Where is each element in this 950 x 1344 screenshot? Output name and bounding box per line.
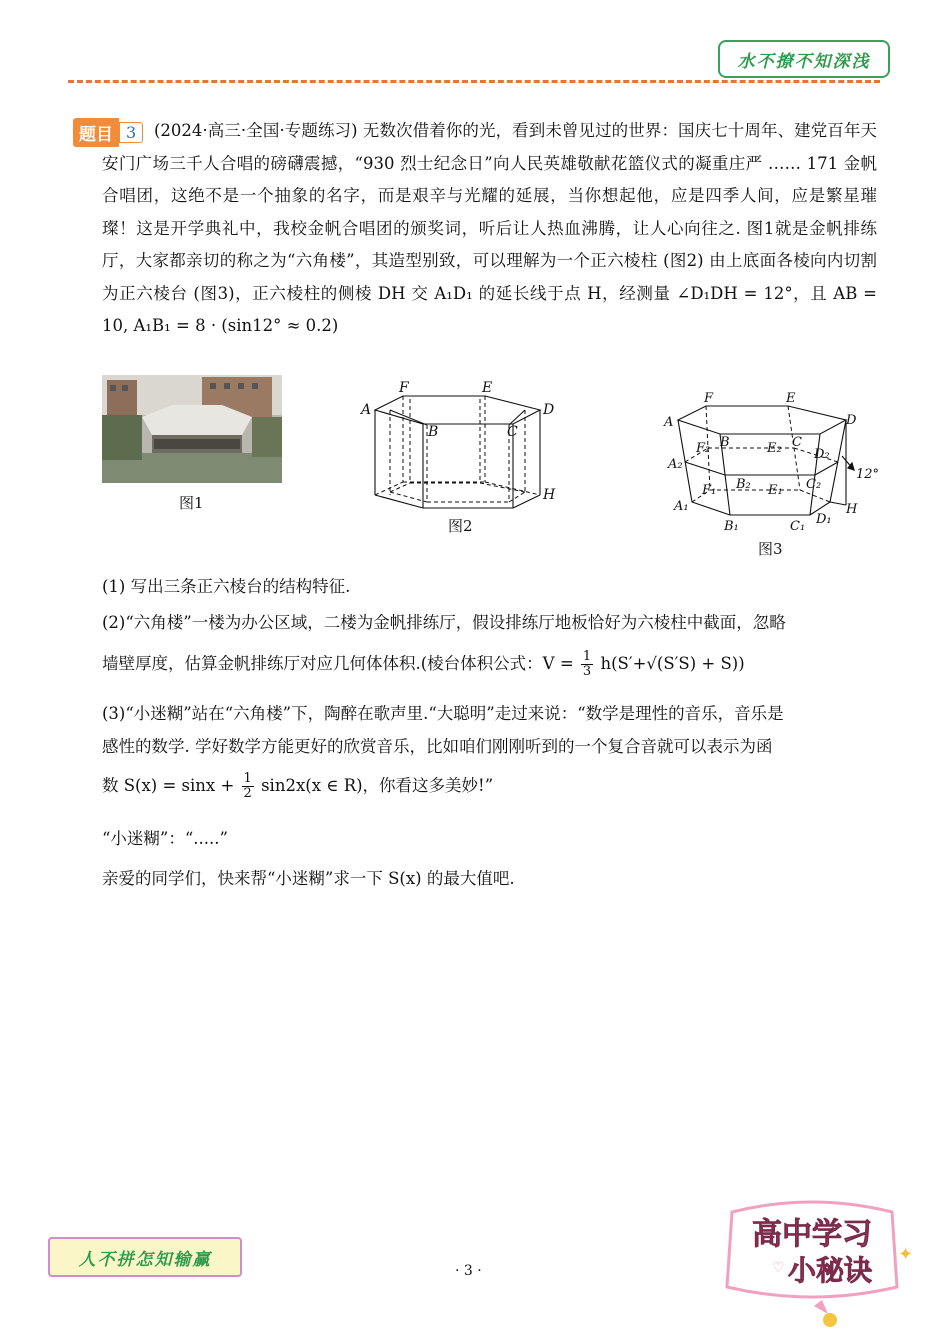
badge-line-1: 高中学习 xyxy=(752,1217,872,1252)
fig2-label-H: H xyxy=(543,487,556,503)
fig2-label-C: C xyxy=(507,424,518,440)
fig3-label-D: D xyxy=(846,413,857,428)
fig3-label-E: E xyxy=(786,391,796,406)
fig3-label-A2: A₂ xyxy=(668,457,683,472)
badge-line-2: 小秘诀 xyxy=(787,1254,873,1287)
fig3-label-C2: C₂ xyxy=(806,477,822,492)
fig3-label-angle: 12° xyxy=(856,467,880,482)
part-4: “小迷糊”：“.....” xyxy=(102,829,228,848)
star-icon xyxy=(823,1313,837,1327)
part-1: (1) 写出三条正六棱台的结构特征. xyxy=(102,577,351,596)
fig3-label-B1: B₁ xyxy=(724,519,739,534)
footer-motto: 人不拼怎知输赢 xyxy=(48,1237,242,1277)
fig3-label-B: B xyxy=(720,435,730,450)
page-number: · 3 · xyxy=(455,1263,482,1279)
fig3-label-F1: F₁ xyxy=(702,483,717,498)
part-3-line-3 xyxy=(102,769,877,802)
fig3-label-H: H xyxy=(846,502,858,517)
fraction-one-half xyxy=(242,772,254,801)
header-divider xyxy=(68,80,880,83)
study-tips-badge xyxy=(712,1192,912,1332)
fraction-numerator: 1 xyxy=(582,649,592,664)
part-3 xyxy=(102,697,877,802)
figure-1-photo xyxy=(102,375,282,483)
fig3-label-A: A xyxy=(664,415,674,430)
fig3-label-C: C xyxy=(792,435,802,450)
question-tag: 题目 xyxy=(73,118,119,147)
fraction-one-third xyxy=(581,650,593,679)
part-2-text-pre: 墙壁厚度，估算金帆排练厅对应几何体体积.(棱台体积公式：V = xyxy=(102,654,574,673)
part-3-line-2: 感性的数学. 学好数学方能更好的欣赏音乐，比如咱们刚刚听到的一个复合音就可以表示为函 xyxy=(102,737,773,756)
fig3-label-E1: E₁ xyxy=(768,483,783,498)
fig3-label-D1: D₁ xyxy=(816,512,832,527)
question-paragraph: (2024·高三·全国·专题练习) 无数次借着你的光，看到未曾见过的世界：国庆七十周年、建党百年天安门广场三千人合唱的磅礴震撼，“930 烈士纪念日”向人民英雄敬献花篮仪式的凝重庄严 …… 171 金帆合唱团，这绝不是一个抽象的名字，而是艰辛与光耀的延展，当你想起他，应是四季人间，应是繁星璀璨！这是开学典礼中，我校金帆合唱团的颁奖词，听后让人热血沸腾，让人心向往之. 图1就是金帆排练厅，大家都亲切的称之为“六角楼”，其造型别致，可以理解为一个正六棱柱 (图2) 由上底面各棱向内切割为正六棱台 (图3)，正六棱柱的侧棱 DH 交 A₁D₁ 的延长线于点 H，经测量 ∠D₁DH = 12°，且 AB = 10, A₁B₁ = 8 · (sin12° ≈ 0.2) xyxy=(102,121,877,335)
fig3-label-E2: E₂ xyxy=(767,441,782,456)
part-2 xyxy=(102,606,877,680)
fig3-label-B2: B₂ xyxy=(736,477,751,492)
header-motto: 水不撩不知深浅 xyxy=(718,40,890,78)
fig3-label-D2: D₂ xyxy=(814,447,830,462)
fig3-label-C1: C₁ xyxy=(790,519,806,534)
fig2-label-F: F xyxy=(399,380,409,396)
part-2-line-2 xyxy=(102,647,877,680)
figure-3-diagram xyxy=(660,390,885,539)
part-2-line-1: (2)“六角楼”一楼为办公区域，二楼为金帆排练厅，假设排练厅地板恰好为六棱柱中截面，忽略 xyxy=(102,613,786,632)
sparkle-icon: ✦ xyxy=(898,1244,912,1265)
fig2-label-D: D xyxy=(543,402,555,418)
figure-2-caption: 图2 xyxy=(448,517,473,535)
fig3-label-F: F xyxy=(704,391,714,406)
heart-icon: ♡ xyxy=(772,1260,785,1276)
fig3-label-F2: F₂ xyxy=(696,441,711,456)
figure-1-caption: 图1 xyxy=(179,494,204,512)
fraction-denominator: 2 xyxy=(243,786,252,801)
figure-2-diagram xyxy=(355,380,565,519)
part-3-text-pre: 数 S(x) = sinx + xyxy=(102,776,235,795)
fraction-numerator: 1 xyxy=(243,771,252,786)
fig2-label-E: E xyxy=(482,380,493,396)
figure-3-caption: 图3 xyxy=(758,540,783,558)
fig2-label-A: A xyxy=(361,402,372,418)
part-2-text-post: h(S′+√(S′S) + S)) xyxy=(600,654,745,673)
fig2-label-B: B xyxy=(428,424,439,440)
fig3-label-A1: A₁ xyxy=(674,499,689,514)
question-number: 3 xyxy=(119,122,143,143)
part-3-line-1: (3)“小迷糊”站在“六角楼”下，陶醉在歌声里.“大聪明”走过来说：“数学是理性的音乐，音乐是 xyxy=(102,704,784,723)
part-3-text-post: sin2x(x ∈ R)，你看这多美妙!” xyxy=(261,776,494,795)
fraction-denominator: 3 xyxy=(582,664,592,679)
part-5: 亲爱的同学们，快来帮“小迷糊”求一下 S(x) 的最大值吧. xyxy=(102,869,515,888)
